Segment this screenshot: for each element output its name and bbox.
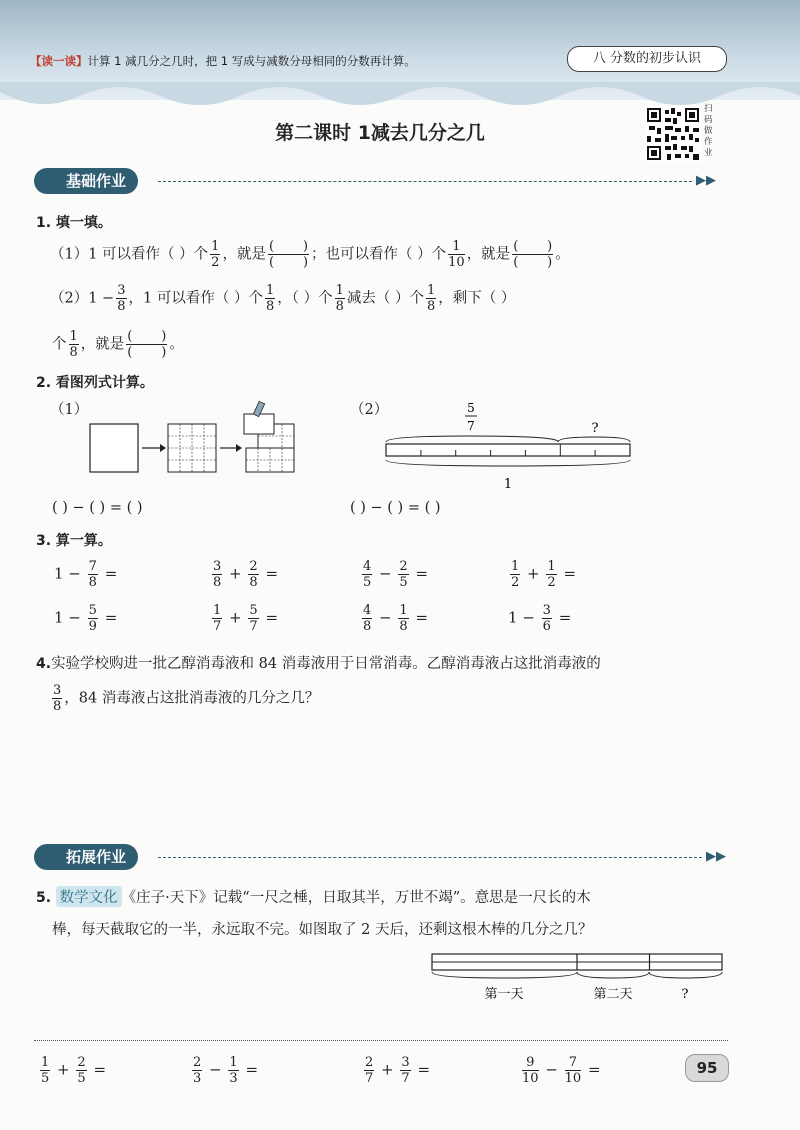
whole-label: 1 [503, 477, 513, 492]
answer-fraction-blank[interactable]: ( ) ( ) [127, 329, 167, 360]
lesson-title: 第二课时 1减去几分之几 [275, 122, 485, 144]
q4-line-1: 4.实验学校购进一批乙醇消毒液和 84 消毒液用于日常消毒。乙醇消毒液占这批消毒液的 [36, 656, 601, 672]
page-number: 95 [685, 1054, 729, 1082]
q4-line-2: $\frac{3}{8}$ ，84 消毒液占这批消毒液的几分之几？ [53, 683, 320, 714]
q2-figure-1 [88, 400, 303, 485]
day2-label: 第二天 [593, 987, 633, 1002]
q2-label-2: （2） [350, 402, 389, 418]
calc-item[interactable]: 1 − $\frac{5}{9}$ = [54, 603, 118, 634]
rest-label: ? [681, 987, 689, 1002]
reading-tip: 【读一读】计算 1 减几分之几时，把 1 写成与减数分母相同的分数再计算。 [30, 54, 416, 68]
arrow-right-icon: ▶▶ [706, 849, 726, 864]
q3-heading: 3. 算一算。 [36, 533, 112, 549]
footer-calc[interactable]: $\frac{2}{3}$ − $\frac{1}{3}$ = [193, 1055, 259, 1086]
question-mark: ? [591, 421, 599, 436]
answer-fraction-blank[interactable]: ( ) ( ) [268, 239, 309, 270]
q1-part2: （2）1 − $\frac{3}{8}$ ，1 可以看作（ ）个 $\frac{1}{8}$ ，（ ）个 $\frac{1}{8}$ 减去（ ）个 $\frac{1}{8}$ ，剩下（ ） [50, 283, 516, 314]
calc-item[interactable]: $\frac{3}{8}$ + $\frac{2}{8}$ = [213, 559, 279, 590]
fraction-label-denominator: 7 [467, 419, 475, 433]
q2-answer-1[interactable]: ( ) − ( ) = ( ) [52, 500, 143, 516]
section-basic-label: 基础作业 [34, 168, 138, 194]
arrow-right-icon: ▶▶ [696, 173, 716, 188]
q2-figure-2 [380, 400, 635, 492]
unit-title: 八 分数的初步认识 [567, 46, 727, 72]
q2-heading: 2. 看图列式计算。 [36, 375, 154, 391]
q1-heading: 1. 填一填。 [36, 215, 112, 231]
q5-line-1: 5. 数学文化 《庄子·天下》记载“一尺之棰，日取其半，万世不竭”。意思是一尺长的木 [36, 886, 591, 907]
calc-item[interactable]: 1 − $\frac{3}{6}$ = [508, 603, 572, 634]
footer-calc[interactable]: $\frac{9}{10}$ − $\frac{7}{10}$ = [522, 1055, 601, 1086]
qr-code[interactable] [645, 106, 701, 162]
calc-item[interactable]: 1 − $\frac{7}{8}$ = [54, 559, 118, 590]
section-extended-label: 拓展作业 [34, 844, 138, 870]
calc-item[interactable]: $\frac{1}{7}$ + $\frac{5}{7}$ = [213, 603, 279, 634]
q2-answer-2[interactable]: ( ) − ( ) = ( ) [350, 500, 441, 516]
footer-calc[interactable]: $\frac{1}{5}$ + $\frac{2}{5}$ = [41, 1055, 107, 1086]
calc-item[interactable]: $\frac{4}{8}$ − $\frac{1}{8}$ = [363, 603, 429, 634]
fraction-label-numerator: 5 [467, 401, 475, 415]
section-basic [34, 168, 714, 196]
footer-calc[interactable]: $\frac{2}{7}$ + $\frac{3}{7}$ = [365, 1055, 431, 1086]
day1-label: 第一天 [484, 987, 524, 1002]
culture-tag: 数学文化 [56, 886, 122, 907]
section-extended [34, 844, 724, 872]
calc-item[interactable]: $\frac{4}{5}$ − $\frac{2}{5}$ = [363, 559, 429, 590]
q5-line-2: 棒，每天截取它的一半，永远取不完。如图取了 2 天后，还剩这根木棒的几分之几？ [52, 922, 593, 938]
answer-fraction-blank[interactable]: ( ) ( ) [513, 239, 553, 270]
qr-caption: 扫码做作业 [704, 104, 713, 158]
q1-part3: 个 $\frac{1}{8}$ ，就是 ( ) ( ) 。 [52, 329, 184, 360]
calc-item[interactable]: $\frac{1}{2}$ + $\frac{1}{2}$ = [511, 559, 577, 590]
q2-label-1: （1） [50, 402, 89, 418]
footer-divider [34, 1040, 728, 1041]
q5-figure [428, 948, 728, 1010]
fraction: $\frac{1}{2}$ [211, 239, 220, 270]
q1-part1: （1）1 可以看作（ ）个 $\frac{1}{2}$ ，就是 ( ) ( ) ；也可以看作（ ）个 $\frac{1}{10}$ ，就是 ( ) ( ) 。 [50, 239, 570, 270]
